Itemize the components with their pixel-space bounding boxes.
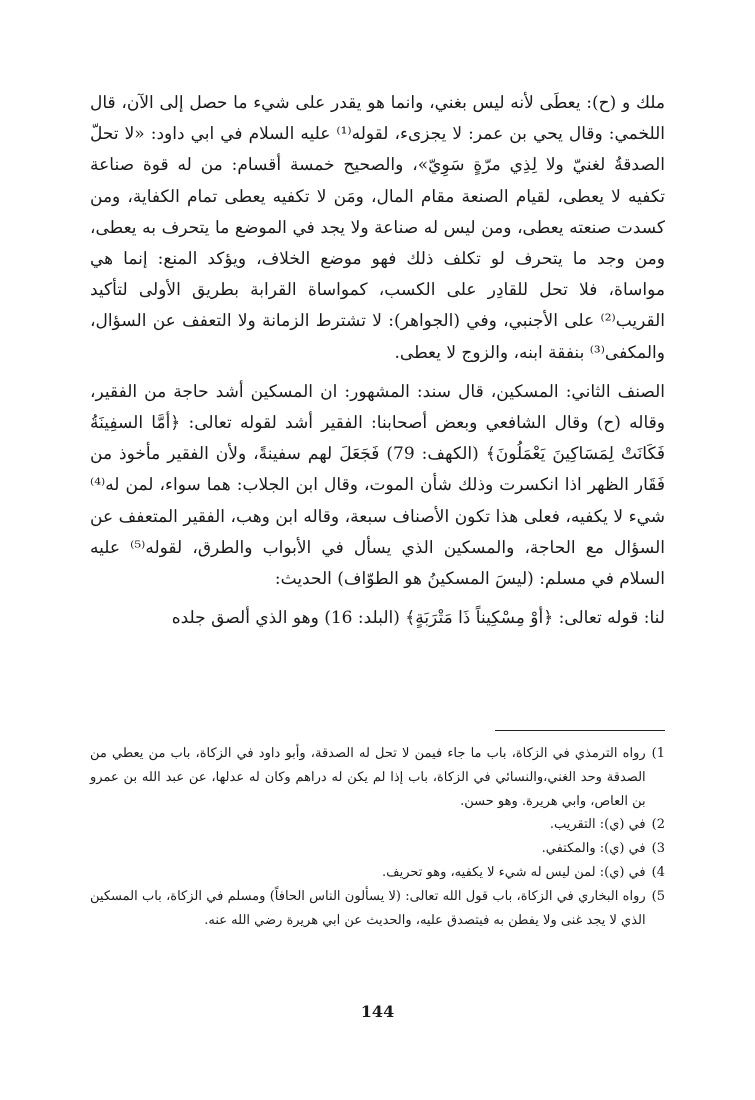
footnote-number: 2) (651, 817, 665, 833)
footnote-4 (90, 861, 665, 885)
footnote-5 (90, 885, 665, 933)
footnote-divider (495, 730, 665, 731)
footnote-number: 1) (651, 746, 665, 761)
footnotes-list (90, 742, 665, 932)
footnote-text: في (ي): لمن ليس له شيء لا يكفيه، وهو تحريف. (381, 864, 646, 880)
page-number: 144 (360, 1002, 395, 1021)
footnote-2 (90, 813, 665, 837)
footnote-text: في (ي): والمكتفي. (541, 841, 646, 857)
paragraph-3: لنا: قوله تعالى: ﴿أوْ مِسْكِيناً ذَا مَتْرَبَةٍ﴾ (البلد: 16) وهو الذي ألصق جلده (171, 608, 665, 629)
paragraph-1: ملك و (ح): يعطَى لأنه ليس بغني، وانما هو يقدر على شيء ما حصل إلى الآن، قال اللخمي: وقال يحي بن عمر: لا يجزىء، لقوله⁽¹⁾ عليه السلام في ابي داود: «لا تحلّ الصدقةُ لغنيّ ولا لِذِي مرّةٍ سَوِيّ»، والصحيح خمسة أقسام: من له قوة صناعة تكفيه لا يعطى، لقيام الصنعة مقام المال، ومَن لا تكفيه يعطى تمام الكفاية، ومن كسدت صنعته يعطى، ومن ليس له صناعة ولا يجد في الموضع ما يتحرف به يعطى، ومن وجد ما يتحرف لو تكلف ذلك فهو موضع الخلاف، ويؤكد المنع: إنما هي مواساة، فلا تحل للقادِر على الكسب، كمواساة القرابة بطريق الأولى لتأكيد القريب⁽²⁾ على الأجنبي، وفي (الجواهر): لا تشترط الزمانة ولا التعفف عن السؤال، والمكفى⁽³⁾ بنفقة ابنه، والزوج لا يعطى. (90, 93, 665, 363)
main-text-block (90, 88, 665, 634)
footnote-number: 5) (651, 888, 665, 904)
footnote-number: 3) (651, 841, 665, 857)
paragraph-2: الصنف الثاني: المسكين، قال سند: المشهور: ان المسكين أشد حاجة من الفقير، وقاله (ح) وقال الشافعي وبعض أصحابنا: الفقير أشد لقوله تعالى: ﴿أمَّا السفِينَةُ فَكَانَتْ لِمَسَاكِينَ يَعْمَلُونَ﴾ (الكهف: 79) فَجَعَلَ لهم سفينةً، ولأن الفقير مأخوذ من فَقَار الظهر اذا انكسرت وذلك شأن الموت، وقال ابن الجلاب: هما سواء، لمن له⁽⁴⁾ شيء لا يكفيه، فعلى هذا تكون الأصناف سبعة، وقاله ابن وهب، الفقير المتعفف عن السؤال مع الحاجة، والمسكين الذي يسأل في الأبواب والطرق، لقوله⁽⁵⁾ عليه السلام في مسلم: (ليسَ المسكينُ هو الطوّاف) الحديث: (90, 381, 665, 590)
footnote-text: رواه الترمذي في الزكاة، باب ما جاء فيمن لا تحل له الصدقة، وأبو داود في الزكاة، باب من يعطي من الصدقة وحد الغني،والنسائي في الزكاة، باب إذا لم يكن له دراهم وكان له عدلها، عن عبد الله بن عمرو بن العاص، وابي هريرة. وهو حسن. (90, 746, 646, 809)
footnote-text: رواه البخاري في الزكاة، باب قول الله تعالى: (لا يسألون الناس الحافاً) ومسلم في الزكاة، باب المسكين الذي لا يجد غنى ولا يفطن به فيتصدق عليه، والحديث عن ابي هريرة رضي الله عنه. (90, 888, 646, 928)
footnote-1 (90, 742, 665, 813)
footnote-3 (90, 837, 665, 861)
footnote-number: 4) (651, 864, 665, 880)
footnote-text: في (ي): التقريب. (549, 817, 646, 833)
